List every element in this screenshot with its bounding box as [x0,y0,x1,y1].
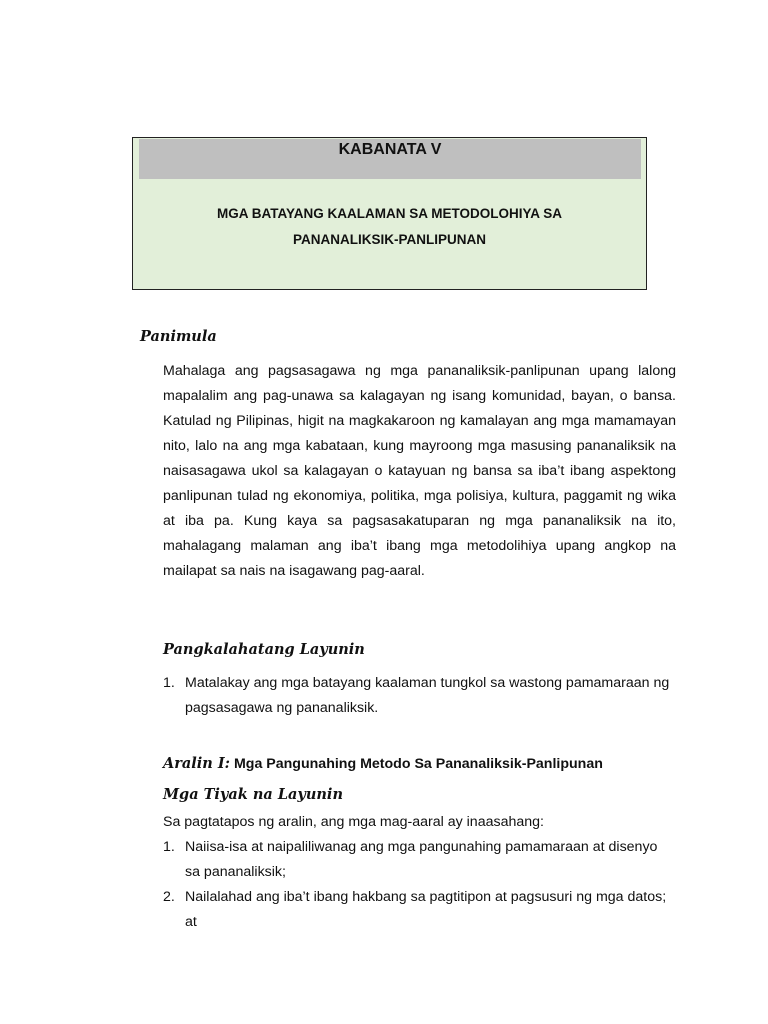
lesson-heading [163,753,603,775]
chapter-label: KABANATA V [338,141,442,158]
list-number: 1. [163,839,175,855]
list-text: Nailalahad ang iba’t ibang hakbang sa pagtitipon at pagsusuri ng mga datos; at [185,889,667,930]
general-objectives-heading: Pangkalahatang Layunin [163,641,365,658]
chapter-header-box [132,137,647,290]
list-number: 2. [163,889,175,905]
general-objective-item-1 [163,671,676,721]
specific-objectives-heading: Mga Tiyak na Layunin [163,786,343,803]
chapter-label-band [139,139,641,179]
chapter-title [173,201,606,253]
list-text: Naiisa-isa at naipaliliwanag ang mga pangunahing pamamaraan at disenyo sa pananaliksik; [185,839,658,880]
intro-paragraph: Mahalaga ang pagsasagawa ng mga pananaliksik-panlipunan upang lalong mapalalim ang pag-unawa sa kalagayan ng isang komunidad, bayan, o bansa. Katulad ng Pilipinas, higit na magkakaroon ng kamalayan ang mga mamamayan nito, lalo na ang mga kabataan, kung mayroong mga masusing pananaliksik na naisasagawa ukol sa kalagayan o katayuan ng bansa sa iba’t ibang aspektong panlipunan tulad ng ekonomiya, politika, mga polisiya, kultura, paggamit ng wika at iba pa. Kung kaya sa pagsasakatuparan ng mga pananaliksik na ito, mahalagang malaman ang iba’t ibang mga metodolihiya upang angkop na mailapat sa nais na isagawang pag-aaral. [163,363,676,579]
chapter-title-line-1: MGA BATAYANG KAALAMAN SA METODOLOHIYA SA [216,206,563,221]
specific-objectives-intro: Sa pagtatapos ng aralin, ang mga mag-aaral ay inaasahang: [163,814,544,830]
specific-objective-item-2 [163,885,676,935]
lesson-title: Mga Pangunahing Metodo Sa Pananaliksik-Panlipunan [230,756,603,772]
lesson-label: Aralin I: [163,755,231,772]
list-number: 1. [163,675,175,691]
intro-heading: Panimula [140,328,217,345]
chapter-title-line-2: PANANALIKSIK-PANLIPUNAN [293,232,486,247]
list-text: Matalakay ang mga batayang kaalaman tungkol sa wastong pamamaraan ng pagsasagawa ng pananaliksik. [185,675,670,716]
specific-objective-item-1 [163,835,676,885]
